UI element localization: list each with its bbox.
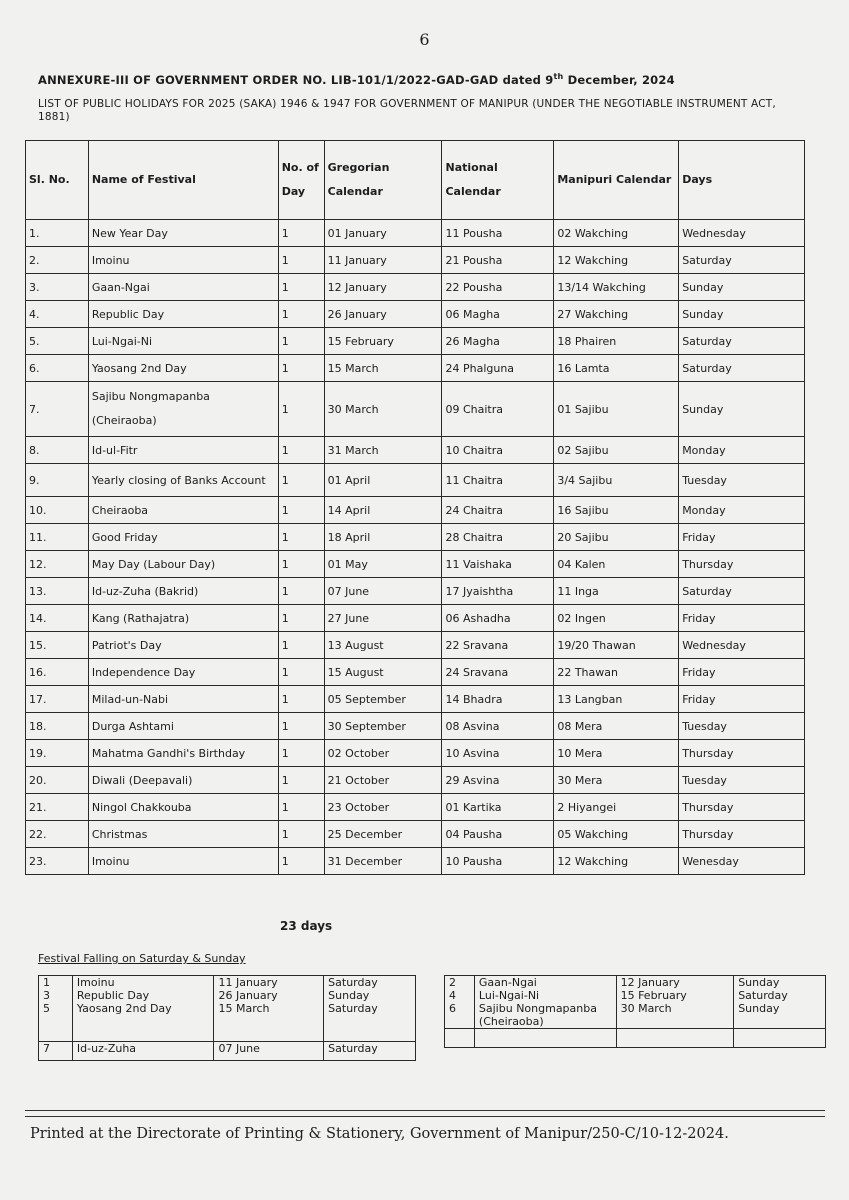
table-row bbox=[26, 659, 805, 686]
cell-weekday: Wenesday bbox=[679, 848, 805, 875]
weekend-date: 15 February bbox=[620, 989, 687, 1002]
weekend-sl: 4 bbox=[449, 989, 456, 1002]
cell-gregorian: 30 September bbox=[324, 713, 442, 740]
cell-sl: 13. bbox=[26, 578, 89, 605]
cell-festival-name: Imoinu bbox=[88, 247, 278, 274]
cell-manipuri: 02 Ingen bbox=[554, 605, 679, 632]
cell-sl: 1. bbox=[26, 220, 89, 247]
weekend-date: 07 June bbox=[214, 1042, 324, 1061]
table-row bbox=[26, 382, 805, 437]
cell-no-of-day: 1 bbox=[278, 740, 324, 767]
cell-sl: 12. bbox=[26, 551, 89, 578]
cell-no-of-day: 1 bbox=[278, 382, 324, 437]
header-gregorian: Gregorian Calendar bbox=[324, 141, 442, 220]
cell-sl: 8. bbox=[26, 437, 89, 464]
weekend-name: Sajibu Nongmapanba (Cheiraoba) bbox=[478, 1002, 597, 1028]
table-row bbox=[26, 767, 805, 794]
cell-sl: 5. bbox=[26, 328, 89, 355]
cell-no-of-day: 1 bbox=[278, 301, 324, 328]
table-row bbox=[26, 848, 805, 875]
table-row bbox=[26, 220, 805, 247]
cell-no-of-day: 1 bbox=[278, 578, 324, 605]
cell-weekday: Friday bbox=[679, 686, 805, 713]
cell-national: 10 Asvina bbox=[442, 740, 554, 767]
cell-weekday: Saturday bbox=[679, 247, 805, 274]
header-name: Name of Festival bbox=[88, 141, 278, 220]
cell-no-of-day: 1 bbox=[278, 220, 324, 247]
weekend-name: Republic Day bbox=[76, 989, 150, 1002]
cell-gregorian: 01 April bbox=[324, 464, 442, 497]
cell-manipuri: 02 Sajibu bbox=[554, 437, 679, 464]
table-row bbox=[26, 497, 805, 524]
weekend-name: Id-uz-Zuha bbox=[72, 1042, 214, 1061]
header-sl: Sl. No. bbox=[26, 141, 89, 220]
cell-manipuri: 22 Thawan bbox=[554, 659, 679, 686]
cell-no-of-day: 1 bbox=[278, 551, 324, 578]
cell-weekday: Sunday bbox=[679, 382, 805, 437]
table-row bbox=[26, 247, 805, 274]
cell-manipuri: 12 Wakching bbox=[554, 247, 679, 274]
cell-sl: 3. bbox=[26, 274, 89, 301]
table-row bbox=[26, 524, 805, 551]
cell-festival-name: Cheiraoba bbox=[88, 497, 278, 524]
cell-sl: 10. bbox=[26, 497, 89, 524]
cell-manipuri: 16 Sajibu bbox=[554, 497, 679, 524]
cell-manipuri: 16 Lamta bbox=[554, 355, 679, 382]
cell-weekday: Thursday bbox=[679, 740, 805, 767]
weekend-day: Saturday bbox=[328, 1002, 378, 1015]
cell-national: 01 Kartika bbox=[442, 794, 554, 821]
cell-weekday: Thursday bbox=[679, 821, 805, 848]
cell-weekday: Friday bbox=[679, 605, 805, 632]
cell-gregorian: 23 October bbox=[324, 794, 442, 821]
cell-festival-name: Kang (Rathajatra) bbox=[88, 605, 278, 632]
table-row bbox=[26, 578, 805, 605]
cell-sl: 21. bbox=[26, 794, 89, 821]
table-row bbox=[26, 713, 805, 740]
annexure-date-rest: December, 2024 bbox=[563, 72, 675, 87]
cell-sl: 23. bbox=[26, 848, 89, 875]
cell-no-of-day: 1 bbox=[278, 848, 324, 875]
table-row bbox=[26, 355, 805, 382]
cell-festival-name: Republic Day bbox=[88, 301, 278, 328]
cell-gregorian: 15 February bbox=[324, 328, 442, 355]
cell-manipuri: 20 Sajibu bbox=[554, 524, 679, 551]
cell-sl: 17. bbox=[26, 686, 89, 713]
cell-no-of-day: 1 bbox=[278, 497, 324, 524]
weekend-day: Sunday bbox=[738, 1002, 780, 1015]
table-row bbox=[26, 274, 805, 301]
cell-gregorian: 15 August bbox=[324, 659, 442, 686]
weekend-name: Yaosang 2nd Day bbox=[76, 1002, 172, 1015]
cell-national: 11 Chaitra bbox=[442, 464, 554, 497]
cell-no-of-day: 1 bbox=[278, 328, 324, 355]
cell-weekday: Friday bbox=[679, 524, 805, 551]
table-header-row bbox=[26, 141, 805, 220]
cell-gregorian: 31 December bbox=[324, 848, 442, 875]
weekend-heading: Festival Falling on Saturday & Sunday bbox=[38, 952, 246, 965]
cell-weekday: Sunday bbox=[679, 274, 805, 301]
cell-manipuri: 13 Langban bbox=[554, 686, 679, 713]
cell-sl: 14. bbox=[26, 605, 89, 632]
cell-national: 14 Bhadra bbox=[442, 686, 554, 713]
table-row bbox=[26, 551, 805, 578]
cell-manipuri: 3/4 Sajibu bbox=[554, 464, 679, 497]
cell-manipuri: 11 Inga bbox=[554, 578, 679, 605]
cell-sl: 11. bbox=[26, 524, 89, 551]
cell-no-of-day: 1 bbox=[278, 632, 324, 659]
cell-gregorian: 15 March bbox=[324, 355, 442, 382]
page-number: 6 bbox=[419, 30, 430, 49]
cell-sl: 22. bbox=[26, 821, 89, 848]
cell-gregorian: 25 December bbox=[324, 821, 442, 848]
cell-festival-name: Sajibu Nongmapanba (Cheiraoba) bbox=[88, 382, 278, 437]
cell-festival-name: Mahatma Gandhi's Birthday bbox=[88, 740, 278, 767]
weekend-sl: 6 bbox=[449, 1002, 456, 1015]
cell-manipuri: 12 Wakching bbox=[554, 848, 679, 875]
footer-divider bbox=[25, 1110, 825, 1111]
table-row bbox=[26, 794, 805, 821]
cell-gregorian: 02 October bbox=[324, 740, 442, 767]
cell-national: 22 Sravana bbox=[442, 632, 554, 659]
cell-weekday: Monday bbox=[679, 497, 805, 524]
cell-national: 11 Pousha bbox=[442, 220, 554, 247]
cell-gregorian: 21 October bbox=[324, 767, 442, 794]
cell-no-of-day: 1 bbox=[278, 247, 324, 274]
cell-weekday: Friday bbox=[679, 659, 805, 686]
cell-national: 11 Vaishaka bbox=[442, 551, 554, 578]
header-days: Days bbox=[679, 141, 805, 220]
cell-sl: 7. bbox=[26, 382, 89, 437]
cell-sl: 18. bbox=[26, 713, 89, 740]
cell-weekday: Tuesday bbox=[679, 713, 805, 740]
cell-manipuri: 02 Wakching bbox=[554, 220, 679, 247]
cell-weekday: Thursday bbox=[679, 794, 805, 821]
table-row bbox=[26, 821, 805, 848]
cell-festival-name: Diwali (Deepavali) bbox=[88, 767, 278, 794]
cell-gregorian: 18 April bbox=[324, 524, 442, 551]
cell-weekday: Wednesday bbox=[679, 220, 805, 247]
table-row bbox=[39, 1042, 416, 1061]
cell-gregorian: 30 March bbox=[324, 382, 442, 437]
table-row bbox=[26, 740, 805, 767]
cell-sl: 4. bbox=[26, 301, 89, 328]
cell-weekday: Monday bbox=[679, 437, 805, 464]
cell-national: 04 Pausha bbox=[442, 821, 554, 848]
cell-gregorian: 14 April bbox=[324, 497, 442, 524]
header-national: National Calendar bbox=[442, 141, 554, 220]
cell-sl: 15. bbox=[26, 632, 89, 659]
cell-national: 08 Asvina bbox=[442, 713, 554, 740]
weekend-name: Gaan-Ngai bbox=[478, 976, 537, 989]
holiday-table bbox=[25, 140, 805, 875]
cell-festival-name: Id-ul-Fitr bbox=[88, 437, 278, 464]
table-row bbox=[26, 328, 805, 355]
cell-weekday: Saturday bbox=[679, 328, 805, 355]
cell-festival-name: Christmas bbox=[88, 821, 278, 848]
cell-festival-name: New Year Day bbox=[88, 220, 278, 247]
cell-festival-name: Independence Day bbox=[88, 659, 278, 686]
cell-no-of-day: 1 bbox=[278, 274, 324, 301]
cell-manipuri: 13/14 Wakching bbox=[554, 274, 679, 301]
weekend-name: Imoinu bbox=[76, 976, 115, 989]
cell-national: 26 Magha bbox=[442, 328, 554, 355]
cell-festival-name: Yearly closing of Banks Account bbox=[88, 464, 278, 497]
cell-no-of-day: 1 bbox=[278, 686, 324, 713]
cell-national: 24 Phalguna bbox=[442, 355, 554, 382]
cell-no-of-day: 1 bbox=[278, 767, 324, 794]
cell-no-of-day: 1 bbox=[278, 821, 324, 848]
weekend-sl: 2 bbox=[449, 976, 456, 989]
cell-weekday: Saturday bbox=[679, 355, 805, 382]
cell-national: 28 Chaitra bbox=[442, 524, 554, 551]
table-row bbox=[26, 464, 805, 497]
cell-national: 17 Jyaishtha bbox=[442, 578, 554, 605]
cell-festival-name: Milad-un-Nabi bbox=[88, 686, 278, 713]
header-no-of-day: No. of Day bbox=[278, 141, 324, 220]
table-row bbox=[445, 1029, 826, 1048]
cell-weekday: Tuesday bbox=[679, 767, 805, 794]
cell-festival-name: Patriot's Day bbox=[88, 632, 278, 659]
cell-national: 10 Pausha bbox=[442, 848, 554, 875]
weekend-date: 11 January bbox=[218, 976, 278, 989]
weekend-sl: 5 bbox=[43, 1002, 50, 1015]
cell-no-of-day: 1 bbox=[278, 659, 324, 686]
printer-footer: Printed at the Directorate of Printing & Stationery, Government of Manipur/250-C/10-12-2024. bbox=[30, 1126, 729, 1142]
cell-national: 21 Pousha bbox=[442, 247, 554, 274]
cell-sl: 2. bbox=[26, 247, 89, 274]
cell-national: 09 Chaitra bbox=[442, 382, 554, 437]
cell-manipuri: 27 Wakching bbox=[554, 301, 679, 328]
cell-national: 06 Ashadha bbox=[442, 605, 554, 632]
cell-gregorian: 31 March bbox=[324, 437, 442, 464]
annexure-title-text: ANNEXURE-III OF GOVERNMENT ORDER NO. LIB-101/1/2022-GAD-GAD dated 9 bbox=[38, 72, 554, 87]
cell-gregorian: 07 June bbox=[324, 578, 442, 605]
weekend-table-right bbox=[444, 975, 826, 1048]
cell-sl: 6. bbox=[26, 355, 89, 382]
cell-manipuri: 19/20 Thawan bbox=[554, 632, 679, 659]
table-row bbox=[26, 437, 805, 464]
cell-gregorian: 05 September bbox=[324, 686, 442, 713]
cell-no-of-day: 1 bbox=[278, 524, 324, 551]
table-row bbox=[26, 605, 805, 632]
weekend-day: Saturday bbox=[328, 976, 378, 989]
weekend-day: Sunday bbox=[738, 976, 780, 989]
cell-festival-name: Yaosang 2nd Day bbox=[88, 355, 278, 382]
weekend-date: 12 January bbox=[620, 976, 680, 989]
cell-no-of-day: 1 bbox=[278, 605, 324, 632]
table-row bbox=[26, 301, 805, 328]
cell-weekday: Tuesday bbox=[679, 464, 805, 497]
cell-gregorian: 26 January bbox=[324, 301, 442, 328]
cell-gregorian: 01 May bbox=[324, 551, 442, 578]
weekend-sl: 3 bbox=[43, 989, 50, 1002]
weekend-date: 30 March bbox=[620, 1002, 672, 1015]
cell-national: 24 Chaitra bbox=[442, 497, 554, 524]
cell-festival-name: Durga Ashtami bbox=[88, 713, 278, 740]
cell-manipuri: 2 Hiyangei bbox=[554, 794, 679, 821]
cell-festival-name: Ningol Chakkouba bbox=[88, 794, 278, 821]
weekend-name: Lui-Ngai-Ni bbox=[478, 989, 540, 1002]
weekend-date: 26 January bbox=[218, 989, 278, 1002]
cell-weekday: Thursday bbox=[679, 551, 805, 578]
table-row bbox=[26, 632, 805, 659]
footer-divider bbox=[25, 1116, 825, 1117]
cell-sl: 20. bbox=[26, 767, 89, 794]
cell-no-of-day: 1 bbox=[278, 794, 324, 821]
cell-festival-name: Gaan-Ngai bbox=[88, 274, 278, 301]
cell-manipuri: 10 Mera bbox=[554, 740, 679, 767]
cell-festival-name: Id-uz-Zuha (Bakrid) bbox=[88, 578, 278, 605]
cell-national: 24 Sravana bbox=[442, 659, 554, 686]
cell-no-of-day: 1 bbox=[278, 713, 324, 740]
cell-manipuri: 08 Mera bbox=[554, 713, 679, 740]
cell-manipuri: 01 Sajibu bbox=[554, 382, 679, 437]
annexure-title bbox=[38, 72, 828, 87]
weekend-day: Saturday bbox=[324, 1042, 416, 1061]
cell-gregorian: 13 August bbox=[324, 632, 442, 659]
table-row bbox=[445, 976, 826, 1029]
cell-gregorian: 12 January bbox=[324, 274, 442, 301]
annexure-date-superscript: th bbox=[553, 72, 564, 81]
cell-weekday: Wednesday bbox=[679, 632, 805, 659]
weekend-sl: 1 bbox=[43, 976, 50, 989]
cell-festival-name: Imoinu bbox=[88, 848, 278, 875]
cell-manipuri: 18 Phairen bbox=[554, 328, 679, 355]
cell-no-of-day: 1 bbox=[278, 437, 324, 464]
cell-weekday: Sunday bbox=[679, 301, 805, 328]
cell-weekday: Saturday bbox=[679, 578, 805, 605]
cell-gregorian: 11 January bbox=[324, 247, 442, 274]
weekend-day: Saturday bbox=[738, 989, 788, 1002]
weekend-table-left bbox=[38, 975, 416, 1061]
total-days: 23 days bbox=[280, 919, 333, 933]
cell-gregorian: 01 January bbox=[324, 220, 442, 247]
cell-festival-name: Good Friday bbox=[88, 524, 278, 551]
cell-national: 29 Asvina bbox=[442, 767, 554, 794]
cell-manipuri: 30 Mera bbox=[554, 767, 679, 794]
weekend-date: 15 March bbox=[218, 1002, 270, 1015]
cell-sl: 16. bbox=[26, 659, 89, 686]
table-row bbox=[26, 686, 805, 713]
weekend-sl: 7 bbox=[39, 1042, 73, 1061]
cell-sl: 9. bbox=[26, 464, 89, 497]
cell-no-of-day: 1 bbox=[278, 464, 324, 497]
weekend-day: Sunday bbox=[328, 989, 370, 1002]
cell-manipuri: 05 Wakching bbox=[554, 821, 679, 848]
cell-gregorian: 27 June bbox=[324, 605, 442, 632]
list-title: LIST OF PUBLIC HOLIDAYS FOR 2025 (SAKA) 1946 & 1947 FOR GOVERNMENT OF MANIPUR (UNDER THE NEGOTIABLE INSTRUMENT ACT, 1881) bbox=[38, 98, 776, 123]
table-row bbox=[39, 976, 416, 1042]
cell-national: 06 Magha bbox=[442, 301, 554, 328]
cell-sl: 19. bbox=[26, 740, 89, 767]
cell-national: 10 Chaitra bbox=[442, 437, 554, 464]
cell-festival-name: May Day (Labour Day) bbox=[88, 551, 278, 578]
cell-no-of-day: 1 bbox=[278, 355, 324, 382]
cell-manipuri: 04 Kalen bbox=[554, 551, 679, 578]
header-manipuri: Manipuri Calendar bbox=[554, 141, 679, 220]
cell-national: 22 Pousha bbox=[442, 274, 554, 301]
cell-festival-name: Lui-Ngai-Ni bbox=[88, 328, 278, 355]
